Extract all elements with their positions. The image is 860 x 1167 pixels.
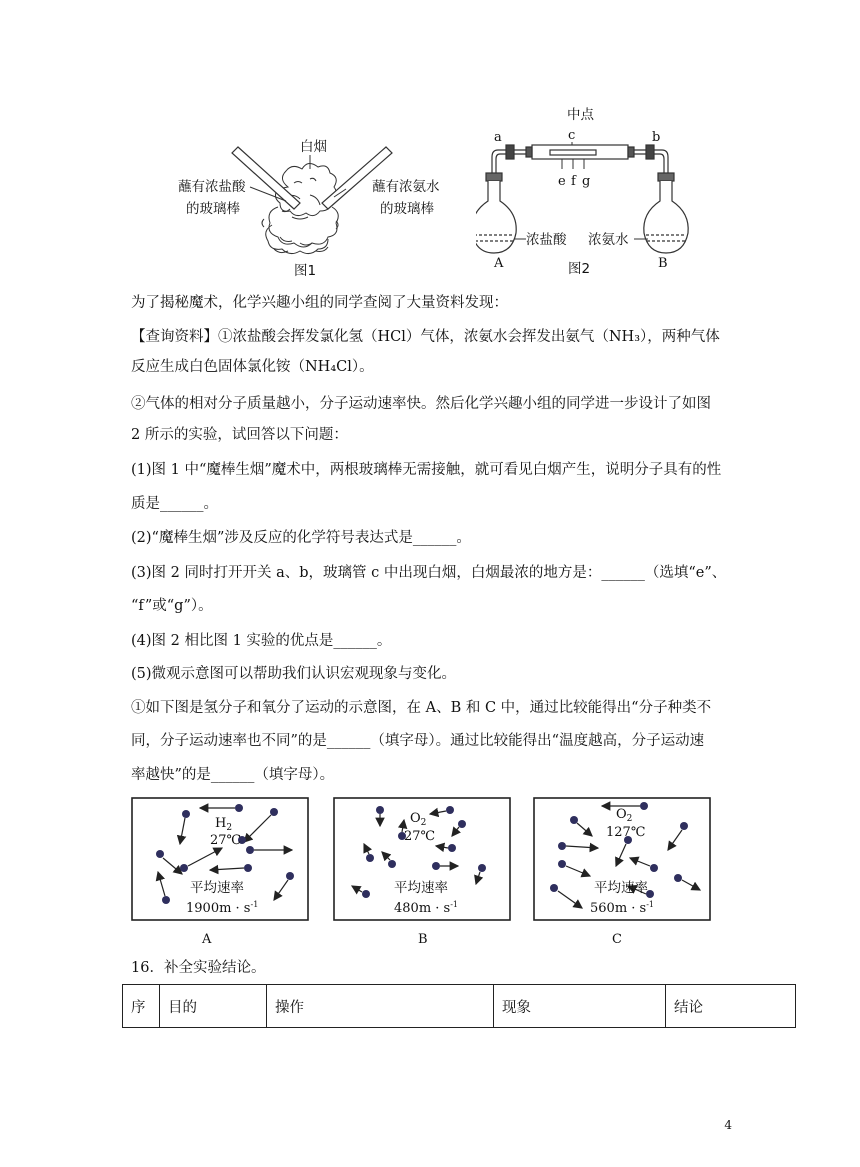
- question-2: (2)“魔棒生烟”涉及反应的化学符号表达式是______。: [131, 530, 471, 546]
- question-5: (5)微观示意图可以帮助我们认识宏观现象与变化。: [131, 666, 457, 682]
- info2-line1: ②气体的相对分子质量越小，分子运动速率快。然后化学兴趣小组的同学进一步设计了如图: [131, 396, 711, 412]
- panel-b-temp: 27℃: [404, 829, 436, 844]
- flask-b: [644, 173, 688, 253]
- left-rod-label-1: 蘸有浓盐酸: [178, 179, 246, 195]
- panel-b-gas: $O_2$: [410, 811, 427, 828]
- figure-1: [160, 125, 460, 280]
- valve-b-label: b: [652, 130, 661, 145]
- page-number: 4: [724, 1118, 732, 1132]
- question-5a-line3: 率越快”的是______（填字母）。: [131, 767, 335, 783]
- valve-a-label: a: [494, 130, 502, 145]
- header-purpose: 目的: [160, 985, 267, 1028]
- tube-c-label: c: [568, 128, 576, 143]
- question-16: 16．补全实验结论。: [131, 960, 266, 976]
- panel-a-speed-title: 平均速率: [190, 880, 244, 896]
- right-rod-label-2: 的玻璃棒: [380, 201, 434, 217]
- figure-1-caption: 图1: [294, 263, 317, 279]
- info1-line2: 反应生成白色固体氯化铵（NH₄Cl）。: [131, 359, 374, 375]
- panel-c-speed: $560m \cdot s^{-1}$: [590, 900, 655, 916]
- left-pipe: [492, 145, 526, 175]
- panel-b-label: B: [418, 932, 428, 947]
- panel-a-temp: 27℃: [210, 833, 242, 848]
- question-1-line2: 质是______。: [131, 496, 218, 512]
- mark-f-label: f: [571, 174, 576, 189]
- question-3-line1: (3)图 2 同时打开开关 a、b，玻璃管 c 中出现白烟，白烟最浓的地方是：______（选填“e”、: [131, 565, 727, 581]
- mark-g-label: g: [582, 174, 591, 189]
- flask-b-label: B: [658, 256, 668, 271]
- question-1-line1: (1)图 1 中“魔棒生烟”魔术中，两根玻璃棒无需接触，就可看见白烟产生，说明分子具有的性: [131, 462, 722, 478]
- right-pipe: [634, 145, 668, 175]
- header-operation: 操作: [267, 985, 494, 1028]
- question-5a-line2: 同，分子运动速率也不同”的是______（填字母）。通过比较能得出“温度越高，分子运动速: [131, 733, 705, 749]
- figure-2-caption: 图2: [568, 261, 591, 277]
- table-header-row: [123, 985, 796, 1028]
- question-4: (4)图 2 相比图 1 实验的优点是______。: [131, 633, 392, 649]
- experiment-table: [122, 984, 796, 1028]
- flask-a-label: A: [494, 256, 504, 271]
- panel-a: [132, 798, 308, 947]
- flask-a: [476, 173, 516, 253]
- panel-c-speed-title: 平均速率: [594, 880, 648, 896]
- glass-tube-c: [526, 145, 634, 159]
- molecule-panels: [130, 796, 720, 954]
- panel-b-speed-title: 平均速率: [394, 880, 448, 896]
- right-rod-label-1: 蘸有浓氨水: [372, 179, 440, 195]
- header-conclusion: 结论: [666, 985, 796, 1028]
- panel-a-speed: $1900m \cdot s^{-1}$: [186, 900, 259, 916]
- panel-a-gas: $H_2$: [215, 816, 233, 833]
- figure-2: [476, 103, 696, 279]
- mark-e-label: e: [558, 174, 566, 189]
- left-glass-rod: [232, 147, 300, 209]
- panel-c-gas: $O_2$: [616, 807, 633, 824]
- panel-b: [334, 798, 510, 947]
- panel-c: [534, 798, 710, 947]
- info2-line2: 2 所示的实验，试回答以下问题：: [131, 427, 348, 443]
- panel-b-speed: $480m \cdot s^{-1}$: [394, 900, 459, 916]
- intro-text: 为了揭秘魔术，化学兴趣小组的同学查阅了大量资料发现：: [131, 295, 508, 311]
- question-5a-line1: ①如下图是氢分子和氧分了运动的示意图，在 A、B 和 C 中，通过比较能得出“分子种类不: [131, 700, 712, 716]
- panel-c-label: C: [612, 932, 622, 947]
- smoke-label: 白烟: [300, 139, 327, 155]
- panel-c-temp: 127℃: [606, 825, 646, 840]
- question-3-line2: “f”或“g”）。: [131, 598, 213, 614]
- left-rod-label-2: 的玻璃棒: [186, 201, 240, 217]
- header-phenomenon: 现象: [494, 985, 666, 1028]
- panel-a-label: A: [202, 932, 212, 947]
- header-index: 序: [123, 985, 160, 1028]
- ammonia-liquid-label: 浓氨水: [588, 232, 629, 248]
- info1-line1: 【查询资料】①浓盐酸会挥发氯化氢（HCl）气体，浓氨水会挥发出氨气（NH₃），两种气体: [131, 329, 720, 345]
- right-glass-rod: [322, 147, 392, 209]
- hcl-liquid-label: 浓盐酸: [526, 232, 567, 248]
- midpoint-label: 中点: [567, 107, 594, 123]
